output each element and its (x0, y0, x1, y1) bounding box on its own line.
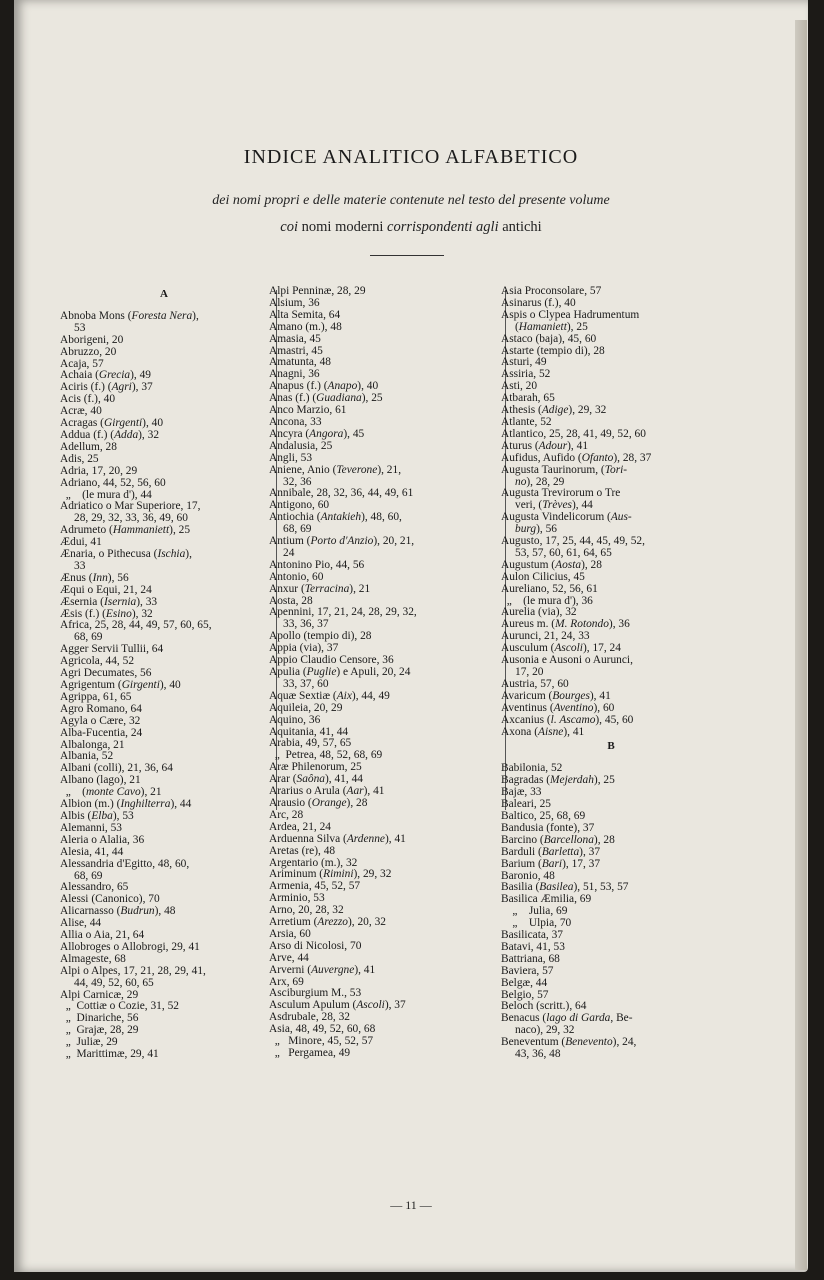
index-entry: Axona (Aisne), 41 (501, 725, 585, 738)
index-entry: Ausculum (Ascoli), 17, 24 (501, 642, 621, 655)
index-entry: Anapus (f.) (Anapo), 40 (269, 380, 379, 393)
index-entry: Anagni, 36 (269, 368, 320, 381)
index-entry: Aretas (re), 48 (269, 844, 336, 857)
page-edge (795, 20, 807, 1270)
index-entry: Almageste, 68 (60, 952, 126, 965)
index-entry: Augusto, 17, 25, 44, 45, 49, 52, 53, 57, 60, 61, 64, 65 (501, 535, 645, 559)
index-entry: Appio Claudio Censore, 36 (269, 654, 394, 667)
index-entry: Aquileia, 20, 29 (269, 701, 343, 714)
page-subtitle: dei nomi propri e delle materie contenute nel testo del presente volume (212, 193, 610, 208)
index-entry: Beneventum (Benevento), 24, 43, 36, 48 (501, 1036, 637, 1061)
index-entry: Barcino (Barcellona), 28 (501, 833, 615, 846)
section-letter: A (160, 288, 168, 300)
index-entry: Alessandria d'Egitto, 48, 60, 68, 69 (60, 857, 190, 882)
index-entry: Aquino, 36 (269, 713, 321, 726)
subtitle2-part-c: corrispondenti agli (387, 219, 499, 235)
index-entry: „ Petrea, 48, 52, 68, 69 (269, 749, 383, 762)
index-column-1 (60, 286, 268, 1061)
subtitle2-part-d: antichi (498, 219, 542, 235)
index-entry: Atbarah, 65 (501, 392, 555, 405)
index-entry: Amasia, 45 (269, 332, 321, 345)
index-entry: Ausonia e Ausoni o Aurunci, 17, 20 (501, 654, 633, 678)
index-entry: Baleari, 25 (501, 798, 551, 811)
index-entry: Aosta, 28 (269, 594, 313, 607)
index-entry: Antonio, 60 (269, 570, 324, 583)
index-entry: Amano (m.), 48 (269, 320, 342, 333)
index-entry: Ariminum (Rimini), 29, 32 (269, 868, 392, 881)
index-entry: Alemanni, 53 (60, 821, 123, 834)
index-entry: Abruzzo, 20 (60, 345, 117, 358)
index-entry: Alta Semita, 64 (269, 308, 341, 321)
index-column-3 (501, 286, 721, 1061)
page-subtitle-2 (14, 219, 808, 236)
index-entry: „ Minore, 45, 52, 57 (269, 1035, 374, 1048)
index-entry: Amastri, 45 (269, 344, 323, 357)
index-entry: Barium (Bari), 17, 37 (501, 857, 601, 870)
index-entry: Alpi Carnicæ, 29 (60, 988, 139, 1001)
index-entry: Allia o Aia, 21, 64 (60, 929, 145, 942)
index-entry: Aborigeni, 20 (60, 333, 124, 346)
index-entry: Antium (Porto d'Anzio), 20, 21, 24 (269, 535, 415, 559)
index-entry: Albis (Elba), 53 (60, 809, 134, 822)
index-entry: Baviera, 57 (501, 964, 554, 977)
index-entry: Bagradas (Mejerdah), 25 (501, 774, 615, 787)
index-entry: Batavi, 41, 53 (501, 940, 565, 953)
index-entry: Allobroges o Allobrogi, 29, 41 (60, 940, 200, 953)
subtitle2-part-a: coi (280, 219, 299, 235)
index-entry: Arno, 20, 28, 32 (269, 904, 344, 917)
index-entry: Aureus m. (M. Rotondo), 36 (501, 618, 630, 631)
index-entry: „ Grajæ, 28, 29 (60, 1024, 139, 1037)
index-entry: „ Cottiæ o Cozie, 31, 52 (60, 1000, 179, 1013)
index-entry: Albani (colli), 21, 36, 64 (60, 762, 173, 775)
index-entry: Alesia, 41, 44 (60, 845, 124, 858)
index-entry: Arar (Saôna), 41, 44 (269, 773, 363, 786)
index-entry: Antigono, 60 (269, 499, 330, 512)
index-entry: Agricola, 44, 52 (60, 655, 135, 668)
index-entry: „ Ulpia, 70 (501, 917, 572, 930)
index-entry: Atlantico, 25, 28, 41, 49, 52, 60 (501, 427, 646, 440)
index-entry: Athesis (Adige), 29, 32 (501, 404, 607, 417)
index-entry: Æsis (f.) (Esino), 32 (60, 607, 153, 620)
index-entry: Alicarnasso (Budrun), 48 (60, 905, 176, 918)
index-entry: Acræ, 40 (60, 405, 102, 418)
index-entry: Armenia, 45, 52, 57 (269, 880, 361, 893)
index-entry: Alessi (Canonico), 70 (60, 893, 160, 906)
index-entry: „ (monte Cavo), 21 (60, 786, 162, 799)
index-entry: Adellum, 28 (60, 440, 117, 453)
index-entry: Ancyra (Angora), 45 (269, 427, 365, 440)
index-entry: Albion (m.) (Inghilterra), 44 (60, 798, 192, 811)
index-entry: Æsernia (Isernia), 33 (60, 595, 158, 608)
index-entry: Asti, 20 (501, 380, 538, 393)
index-entry: Anxur (Terracina), 21 (269, 582, 371, 595)
index-entry: Aquæ Sextiæ (Aix), 44, 49 (269, 689, 390, 702)
index-entry: Asculum Apulum (Ascoli), 37 (269, 999, 406, 1012)
index-entry: Austria, 57, 60 (501, 677, 569, 690)
index-entry: Abnoba Mons (Foresta Nera), 53 (60, 309, 199, 334)
index-entry: Aræ Philenorum, 25 (269, 761, 362, 774)
index-entry: Alise, 44 (60, 917, 102, 930)
index-entry: Acis (f.), 40 (60, 393, 116, 406)
index-entry: Arso di Nicolosi, 70 (269, 939, 362, 952)
index-entry: Belgæ, 44 (501, 976, 548, 989)
page-number: — 11 — (390, 1198, 432, 1212)
index-entry: Arsia, 60 (269, 927, 311, 940)
index-entry: Argentario (m.), 32 (269, 856, 358, 869)
index-entry: Ænus (Inn), 56 (60, 571, 129, 584)
index-entry: Arc, 28 (269, 808, 304, 821)
index-entry: Aleria o Alalia, 36 (60, 833, 145, 846)
index-entry: Arve, 44 (269, 951, 309, 964)
index-entry: Baronio, 48 (501, 869, 555, 882)
index-entry: „ (le mura d'), 36 (501, 594, 593, 607)
index-entry: Appia (via), 37 (269, 642, 339, 655)
index-entry: Apollo (tempio di), 28 (269, 630, 372, 643)
index-entry: Antonino Pio, 44, 56 (269, 558, 365, 571)
index-entry: Aciris (f.) (Agri), 37 (60, 381, 153, 394)
index-entry: „ Julia, 69 (501, 905, 568, 918)
page-title: INDICE ANALITICO ALFABETICO (243, 146, 579, 168)
index-entry: Arretium (Arezzo), 20, 32 (269, 916, 386, 929)
index-entry: Acaja, 57 (60, 357, 104, 370)
index-entry: Baltico, 25, 68, 69 (501, 809, 586, 822)
index-entry: Axcanius (l. Ascamo), 45, 60 (501, 713, 634, 726)
index-entry: Ædui, 41 (60, 536, 102, 549)
index-entry: Asia, 48, 49, 52, 60, 68 (269, 1023, 376, 1036)
index-entry: Assiria, 52 (501, 368, 551, 381)
book-page (14, 0, 808, 1272)
index-entry: Astaco (baja), 45, 60 (501, 332, 597, 345)
index-entry: Albano (lago), 21 (60, 774, 141, 787)
index-entry: Arverni (Auvergne), 41 (269, 963, 376, 976)
index-entry: Arabia, 49, 57, 65 (269, 737, 352, 750)
index-entry: Arduenna Silva (Ardenne), 41 (269, 832, 406, 845)
index-entry: Achaia (Grecia), 49 (60, 369, 152, 382)
index-entry: Alsium, 36 (269, 296, 320, 309)
index-entry: Arx, 69 (269, 975, 304, 988)
index-entry: Aspis o Clypea Hadrumentum (Hamaniett), 25 (501, 308, 640, 333)
index-entry: Aurunci, 21, 24, 33 (501, 630, 590, 643)
index-entry: Agger Servii Tullii, 64 (60, 643, 164, 656)
index-entry: Arausio (Orange), 28 (269, 796, 368, 809)
index-entry: Adriatico o Mar Superiore, 17, 28, 29, 32, 33, 36, 49, 60 (60, 500, 201, 525)
index-entry: Basilia (Basilea), 51, 53, 57 (501, 881, 629, 894)
index-entry: Amatunta, 48 (269, 356, 332, 369)
index-entry: Alba-Fucentia, 24 (60, 726, 143, 739)
index-entry: Barduli (Barletta), 37 (501, 845, 601, 858)
index-entry: Asia Proconsolare, 57 (501, 285, 602, 297)
index-entry: Agri Decumates, 56 (60, 667, 152, 680)
index-entry: Aurelia (via), 32 (501, 606, 577, 619)
index-entry: Adriano, 44, 52, 56, 60 (60, 476, 166, 489)
index-entry: Arminio, 53 (269, 892, 325, 905)
index-entry: „ Marittimæ, 29, 41 (60, 1048, 159, 1061)
index-entry: Agrippa, 61, 65 (60, 690, 132, 703)
index-entry: Adrumeto (Hammaniett), 25 (60, 524, 191, 537)
index-entry: Apulia (Puglie) e Apuli, 20, 24 33, 37, 60 (269, 666, 411, 690)
index-entry: Alessandro, 65 (60, 881, 129, 894)
index-entry: „ Pergamea, 49 (269, 1047, 351, 1059)
index-entry: Belgio, 57 (501, 988, 549, 1001)
index-entry: Adria, 17, 20, 29 (60, 464, 138, 477)
index-entry: Basilicata, 37 (501, 929, 563, 942)
index-entry: Agyla o Cære, 32 (60, 714, 141, 727)
index-entry: Anas (f.) (Guadiana), 25 (269, 392, 383, 405)
index-entry: Andalusia, 25 (269, 439, 333, 452)
index-entry: Agrigentum (Girgenti), 40 (60, 679, 181, 691)
index-entry: Beloch (scritt.), 64 (501, 1000, 587, 1013)
index-entry: Benacus (lago di Garda, Be- naco), 29, 32 (501, 1012, 633, 1037)
index-entry: Adis, 25 (60, 452, 99, 465)
index-entry: Ardea, 21, 24 (269, 820, 331, 833)
index-entry: Augusta Vindelicorum (Aus- burg), 56 (501, 511, 632, 536)
index-entry: Asturi, 49 (501, 356, 547, 369)
index-entry: Albania, 52 (60, 750, 114, 763)
index-entry: Bajæ, 33 (501, 786, 542, 799)
index-entry: Albalonga, 21 (60, 738, 125, 751)
index-entry: Battriana, 68 (501, 952, 560, 965)
index-entry: Atlante, 52 (501, 415, 552, 428)
index-entry: Æqui o Equi, 21, 24 (60, 583, 152, 596)
index-entry: Asdrubale, 28, 32 (269, 1011, 350, 1024)
section-letter: B (607, 740, 615, 753)
index-entry: Addua (f.) (Adda), 32 (60, 428, 160, 441)
index-entry: Basilica Æmilia, 69 (501, 893, 592, 906)
index-entry: Augusta Taurinorum, (Tori- no), 28, 29 (501, 463, 628, 488)
index-entry: Angli, 53 (269, 451, 313, 464)
index-entry: Agro Romano, 64 (60, 702, 142, 715)
index-entry: Apennini, 17, 21, 24, 28, 29, 32, 33, 36, 37 (269, 606, 417, 631)
index-entry: Ancona, 33 (269, 415, 322, 428)
index-entry: Anco Marzio, 61 (269, 404, 347, 417)
index-entry: „ Dinariche, 56 (60, 1012, 139, 1025)
index-entry: Annibale, 28, 32, 36, 44, 49, 61 (269, 487, 414, 500)
index-column-2 (269, 286, 501, 1060)
index-entry: Avaricum (Bourges), 41 (501, 689, 611, 702)
index-entry: Aquitania, 41, 44 (269, 725, 349, 738)
index-entry: Ænaria, o Pithecusa (Ischia), 33 (60, 548, 192, 572)
index-entry: Babilonia, 52 (501, 762, 563, 775)
index-entry: Augusta Trevirorum o Tre veri, (Trèves), 44 (501, 487, 621, 512)
index-entry: Bandusia (fonte), 37 (501, 821, 595, 834)
index-entry: Aureliano, 52, 56, 61 (501, 582, 598, 595)
index-entry: Ararius o Arula (Aar), 41 (269, 785, 385, 798)
index-entry: Aturus (Adour), 41 (501, 439, 589, 452)
index-entry: Aufidus, Aufido (Ofanto), 28, 37 (501, 451, 652, 464)
subtitle2-part-b: nomi moderni (298, 219, 388, 235)
index-entry: Aulon Cilicius, 45 (501, 570, 585, 583)
index-entry: Africa, 25, 28, 44, 49, 57, 60, 65, 68, 69 (60, 619, 212, 644)
index-entry: Asinarus (f.), 40 (501, 296, 576, 309)
index-entry: „ Juliæ, 29 (60, 1036, 118, 1049)
index-entry: Aniene, Anio (Teverone), 21, 32, 36 (269, 463, 402, 488)
index-entry: Asciburgium M., 53 (269, 987, 362, 1000)
index-entry: Acragas (Girgenti), 40 (60, 417, 164, 430)
index-entry: Astarte (tempio di), 28 (501, 344, 605, 357)
index-entry: Alpi Penninæ, 28, 29 (269, 285, 366, 297)
index-entry: Antiochia (Antakieh), 48, 60, 68, 69 (269, 511, 402, 536)
index-entry: „ (le mura d'), 44 (60, 488, 152, 501)
index-entry: Aventinus (Aventino), 60 (501, 701, 615, 714)
index-entry: Augustum (Aosta), 28 (501, 558, 602, 571)
index-entry: Alpi o Alpes, 17, 21, 28, 29, 41, 44, 49, 52, 60, 65 (60, 964, 206, 989)
title-rule (370, 255, 444, 256)
